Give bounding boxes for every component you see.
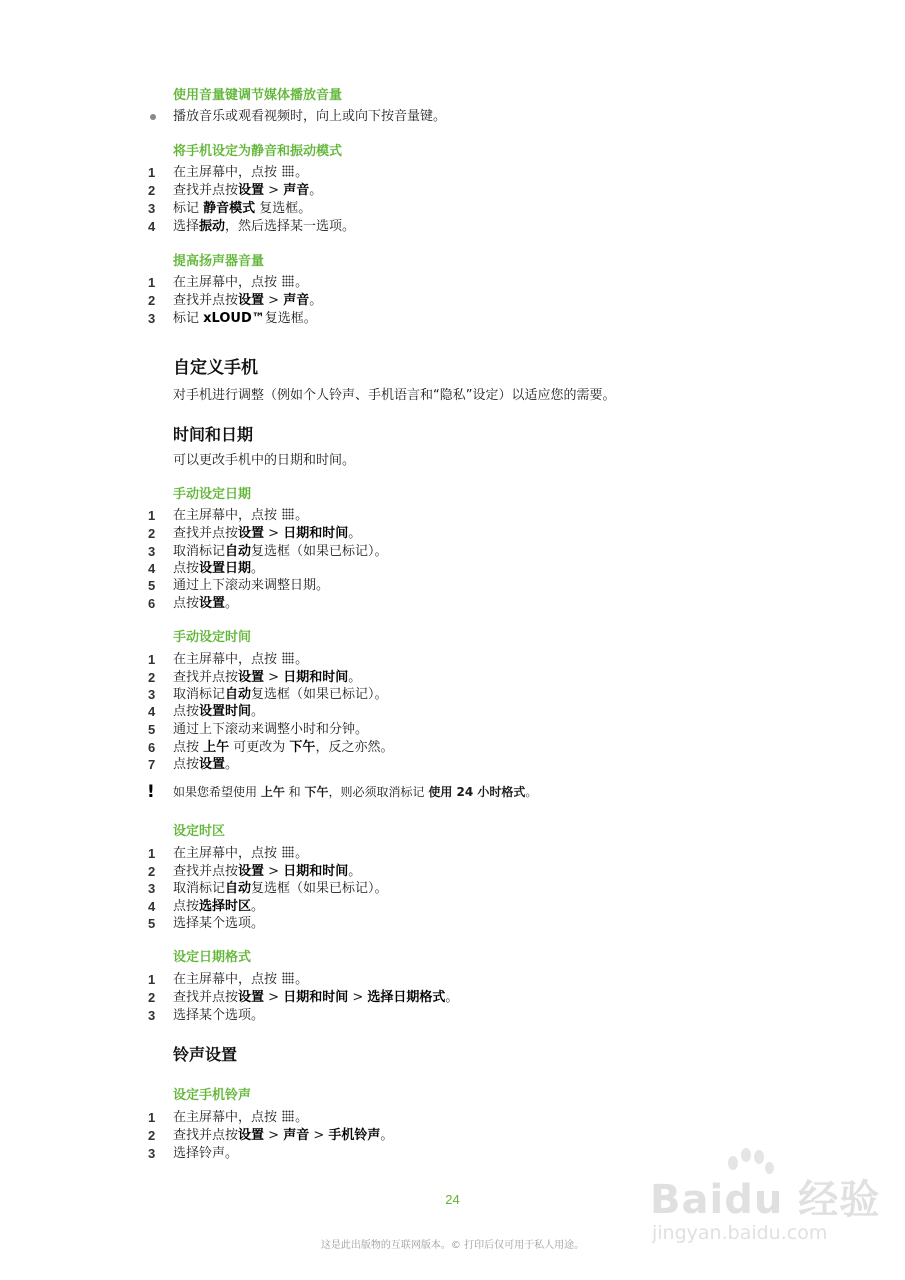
ui-term: 选择日期格式 — [367, 990, 446, 1005]
ui-term: 使用 24 小时格式 — [428, 785, 526, 799]
step-number: 3 — [148, 687, 156, 702]
step-number: 3 — [148, 201, 156, 216]
step-text: 点按设置。 — [173, 757, 239, 772]
step-number: 1 — [148, 1110, 156, 1125]
ui-term: 设置 — [238, 183, 265, 198]
ui-term: 日期和时间 — [283, 864, 349, 879]
ui-term: 振动 — [199, 219, 226, 234]
ui-term: 手机铃声 — [328, 1128, 381, 1143]
step-text: 在主屏幕中，点按 。 — [173, 652, 309, 667]
step-text: 在主屏幕中，点按 。 — [173, 972, 309, 987]
step-number: 5 — [148, 722, 156, 737]
step-number: 1 — [148, 652, 156, 667]
ui-term: 设置 — [238, 293, 265, 308]
step-text: 通过上下滚动来调整日期。 — [173, 578, 330, 593]
step-item — [0, 507, 905, 524]
step-number: 3 — [148, 1146, 156, 1161]
step-item — [0, 1007, 905, 1024]
task-subheading: 手动设定日期 — [173, 487, 252, 502]
step-number: 5 — [148, 578, 156, 593]
step-number: 2 — [148, 293, 156, 308]
step-number: 4 — [148, 219, 156, 234]
ui-term: 声音 — [283, 1128, 310, 1143]
task-subheading: 将手机设定为静音和振动模式 — [173, 144, 343, 159]
step-text: 点按 上午 可更改为 下午，反之亦然。 — [173, 740, 394, 755]
ui-term: 设置日期 — [199, 561, 252, 576]
step-number: 2 — [148, 183, 156, 198]
step-item — [0, 845, 905, 862]
step-number: 2 — [148, 526, 156, 541]
step-number: 2 — [148, 990, 156, 1005]
step-text: 点按选择时区。 — [173, 899, 265, 914]
note — [0, 784, 905, 801]
section-heading: 铃声设置 — [173, 1045, 238, 1064]
step-text: 取消标记自动复选框（如果已标记）。 — [173, 881, 388, 896]
step-text: 查找并点按设置 > 日期和时间。 — [173, 670, 362, 685]
step-text: 在主屏幕中，点按 。 — [173, 275, 309, 290]
step-text: 取消标记自动复选框（如果已标记）。 — [173, 544, 388, 559]
task-subheading: 手动设定时间 — [173, 630, 252, 645]
app-grid-icon — [282, 652, 294, 664]
step-number: 1 — [148, 508, 156, 523]
step-text: 查找并点按设置 > 日期和时间 > 选择日期格式。 — [173, 990, 459, 1005]
ui-term: 自动 — [225, 544, 252, 559]
step-text: 在主屏幕中，点按 。 — [173, 165, 309, 180]
step-number: 7 — [148, 757, 156, 772]
bullet-icon — [150, 114, 156, 120]
baidu-watermark — [640, 1140, 880, 1260]
ui-term: 声音 — [283, 183, 310, 198]
ui-term: 设置 — [238, 990, 265, 1005]
step-text: 查找并点按设置 > 声音 > 手机铃声。 — [173, 1128, 394, 1143]
step-item — [0, 756, 905, 773]
step-item — [0, 218, 905, 235]
ui-term: 下午 — [304, 785, 329, 799]
step-number: 2 — [148, 1128, 156, 1143]
step-item — [0, 1109, 905, 1126]
ui-term: 日期和时间 — [283, 990, 349, 1005]
step-item — [0, 651, 905, 668]
ui-term: 日期和时间 — [283, 670, 349, 685]
step-number: 3 — [148, 311, 156, 326]
step-text: 点按设置日期。 — [173, 561, 265, 576]
ui-term: 选择时区 — [199, 899, 252, 914]
ui-term: 自动 — [225, 881, 252, 896]
step-item — [0, 686, 905, 703]
ui-term: 设置 — [199, 757, 226, 772]
page-number: 24 — [445, 1192, 460, 1207]
app-grid-icon — [282, 846, 294, 858]
step-text: 在主屏幕中，点按 。 — [173, 508, 309, 523]
step-number: 3 — [148, 544, 156, 559]
step-item — [0, 292, 905, 309]
step-number: 4 — [148, 899, 156, 914]
ui-term: 下午 — [289, 740, 316, 755]
step-text: 在主屏幕中，点按 。 — [173, 846, 309, 861]
step-item — [0, 669, 905, 686]
step-text: 查找并点按设置 > 日期和时间。 — [173, 526, 362, 541]
step-number: 2 — [148, 864, 156, 879]
app-grid-icon — [282, 275, 294, 287]
ui-term: 日期和时间 — [283, 526, 349, 541]
step-item — [0, 577, 905, 594]
ui-term: 声音 — [283, 293, 310, 308]
footer-notice: 这是此出版物的互联网版本。© 打印后仅可用于私人用途。 — [320, 1240, 585, 1251]
step-item — [0, 595, 905, 612]
paragraph: 对手机进行调整（例如个人铃声、手机语言和“隐私”设定）以适应您的需要。 — [173, 388, 616, 403]
step-item — [0, 164, 905, 181]
step-number: 5 — [148, 916, 156, 931]
step-text: 点按设置。 — [173, 596, 239, 611]
ui-term: 自动 — [225, 687, 252, 702]
app-grid-icon — [282, 165, 294, 177]
step-text: 选择铃声。 — [173, 1146, 239, 1161]
step-item — [0, 543, 905, 560]
watermark-logo-text: Baidu 经验 — [650, 1177, 881, 1223]
step-text: 标记 xLOUD™复选框。 — [173, 311, 317, 326]
step-item — [0, 721, 905, 738]
step-text: 点按设置时间。 — [173, 704, 265, 719]
ui-term: 设置 — [238, 864, 265, 879]
step-number: 1 — [148, 972, 156, 987]
step-text: 标记 静音模式 复选框。 — [173, 201, 312, 216]
ui-term: xLOUD™ — [203, 311, 265, 326]
ui-term: 设置时间 — [199, 704, 252, 719]
step-number: 4 — [148, 704, 156, 719]
paragraph: 可以更改手机中的日期和时间。 — [173, 453, 356, 468]
step-item — [0, 703, 905, 720]
bullet-text: 播放音乐或观看视频时，向上或向下按音量键。 — [173, 109, 447, 124]
ui-term: 设置 — [238, 670, 265, 685]
step-item — [0, 898, 905, 915]
step-number: 2 — [148, 670, 156, 685]
step-text: 选择某个选项。 — [173, 916, 265, 931]
watermark-url: jingyan.baidu.com — [652, 1222, 828, 1244]
app-grid-icon — [282, 972, 294, 984]
ui-term: 上午 — [260, 785, 285, 799]
step-item — [0, 525, 905, 542]
step-item — [0, 200, 905, 217]
bullet-item — [0, 108, 905, 125]
step-text: 通过上下滚动来调整小时和分钟。 — [173, 722, 369, 737]
task-subheading: 设定手机铃声 — [173, 1088, 252, 1103]
task-subheading: 使用音量键调节媒体播放音量 — [173, 88, 343, 103]
step-text: 选择振动，然后选择某一选项。 — [173, 219, 356, 234]
step-number: 3 — [148, 1008, 156, 1023]
step-text: 查找并点按设置 > 日期和时间。 — [173, 864, 362, 879]
ui-term: 静音模式 — [203, 201, 256, 216]
step-item — [0, 989, 905, 1006]
step-item — [0, 739, 905, 756]
task-subheading: 设定时区 — [173, 824, 226, 839]
chapter-heading: 自定义手机 — [173, 358, 258, 378]
step-item — [0, 310, 905, 327]
step-item — [0, 880, 905, 897]
ui-term: 设置 — [238, 526, 265, 541]
step-item — [0, 274, 905, 291]
step-text: 选择某个选项。 — [173, 1008, 265, 1023]
ui-term: 设置 — [199, 596, 226, 611]
task-subheading: 提高扬声器音量 — [173, 254, 265, 269]
app-grid-icon — [282, 1110, 294, 1122]
exclamation-icon: ! — [147, 782, 155, 802]
step-text: 查找并点按设置 > 声音。 — [173, 293, 323, 308]
app-grid-icon — [282, 508, 294, 520]
step-text: 在主屏幕中，点按 。 — [173, 1110, 309, 1125]
step-number: 1 — [148, 165, 156, 180]
step-item — [0, 182, 905, 199]
step-number: 6 — [148, 596, 156, 611]
step-item — [0, 560, 905, 577]
note-text: 如果您希望使用 上午 和 下午，则必须取消标记 使用 24 小时格式。 — [173, 785, 538, 799]
section-heading: 时间和日期 — [173, 425, 254, 444]
ui-term: 上午 — [203, 740, 230, 755]
step-number: 1 — [148, 846, 156, 861]
step-number: 1 — [148, 275, 156, 290]
ui-term: 设置 — [238, 1128, 265, 1143]
step-item — [0, 915, 905, 932]
step-item — [0, 971, 905, 988]
step-number: 6 — [148, 740, 156, 755]
step-item — [0, 863, 905, 880]
step-number: 3 — [148, 881, 156, 896]
step-number: 4 — [148, 561, 156, 576]
task-subheading: 设定日期格式 — [173, 950, 252, 965]
step-text: 取消标记自动复选框（如果已标记）。 — [173, 687, 388, 702]
step-text: 查找并点按设置 > 声音。 — [173, 183, 323, 198]
